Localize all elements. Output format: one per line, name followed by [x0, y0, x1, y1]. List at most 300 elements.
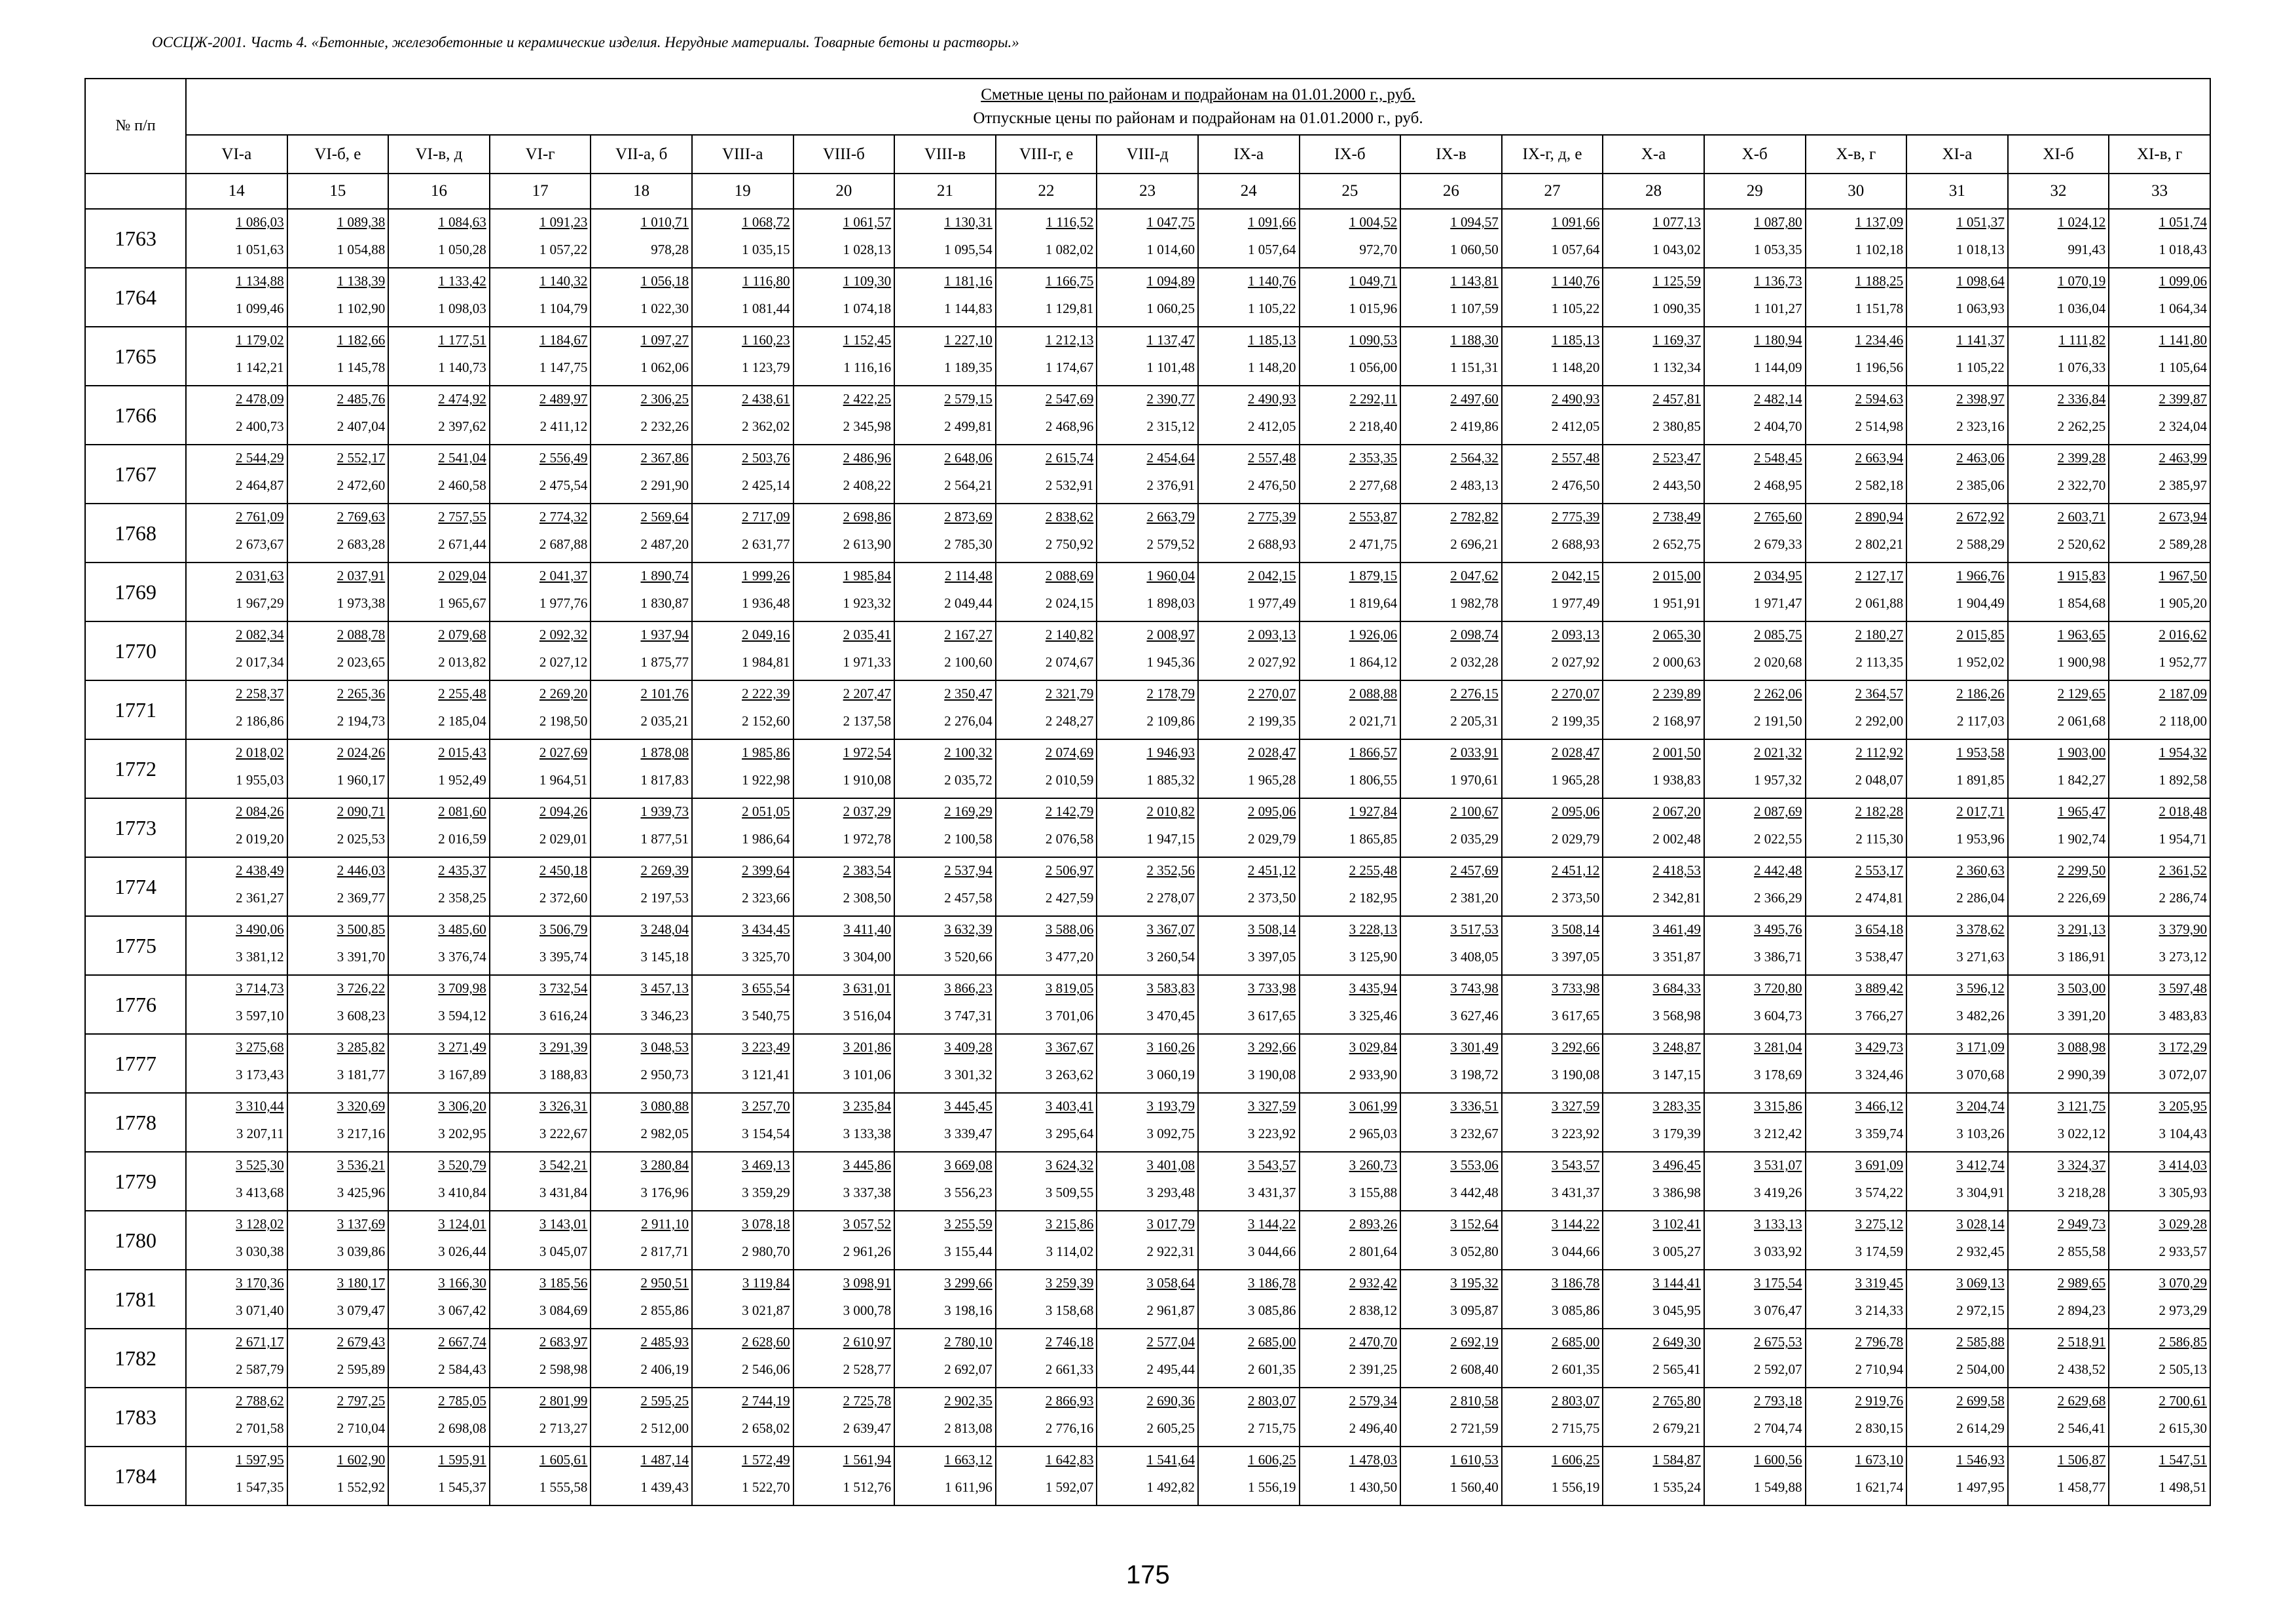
release-price: 2 474,81: [1855, 890, 1904, 906]
estimated-price: 2 569,64: [640, 509, 689, 525]
price-cell: [793, 798, 895, 857]
estimated-price: 2 679,43: [337, 1334, 386, 1350]
estimated-price: 3 121,75: [2057, 1098, 2106, 1114]
release-price: 1 905,20: [2159, 595, 2207, 611]
price-cell: [2109, 327, 2210, 386]
estimated-price: 1 137,09: [1855, 214, 1904, 230]
estimated-price: 3 743,98: [1450, 980, 1499, 996]
estimated-price: 1 960,04: [1146, 568, 1195, 583]
estimated-price: 2 553,17: [1855, 862, 1904, 878]
release-price: 3 085,86: [1551, 1302, 1600, 1318]
estimated-price: 2 725,78: [843, 1393, 892, 1409]
price-cell: [490, 739, 591, 798]
estimated-price: 1 138,39: [337, 273, 386, 289]
price-cell: [490, 1034, 591, 1093]
release-price: 2 024,15: [1045, 595, 1094, 611]
release-price: 2 592,07: [1754, 1361, 1802, 1377]
release-price: 2 696,21: [1450, 536, 1499, 552]
estimated-price: 1 487,14: [640, 1452, 689, 1467]
price-cell: [388, 327, 490, 386]
release-price: 3 617,65: [1248, 1008, 1296, 1024]
column-number: 25: [1300, 174, 1401, 209]
price-cell: [1502, 1034, 1603, 1093]
price-cell: [2109, 798, 2210, 857]
price-cell: [1603, 1447, 1704, 1505]
price-cell: [996, 504, 1097, 563]
price-cell: [287, 209, 389, 268]
price-cell: [1704, 1093, 1806, 1152]
price-cell: [894, 1093, 996, 1152]
estimated-price: 2 001,50: [1652, 745, 1701, 760]
release-price: 3 701,06: [1045, 1008, 1094, 1024]
estimated-price: 2 292,11: [1349, 391, 1398, 407]
release-price: 2 381,20: [1450, 890, 1499, 906]
price-cell: [1603, 1270, 1704, 1329]
price-cell: [1300, 975, 1401, 1034]
price-cell: [388, 1270, 490, 1329]
estimated-price: 3 655,54: [742, 980, 790, 996]
release-price: 1 900,98: [2057, 654, 2106, 670]
estimated-price: 1 946,93: [1146, 745, 1195, 760]
estimated-price: 2 548,45: [1754, 450, 1802, 466]
release-price: 2 391,25: [1349, 1361, 1398, 1377]
estimated-price: 2 142,79: [1045, 803, 1094, 819]
release-price: 3 359,29: [742, 1185, 790, 1200]
release-price: 3 381,12: [236, 949, 284, 965]
estimated-price: 2 793,18: [1754, 1393, 1802, 1409]
price-cell: [490, 563, 591, 621]
price-cell: [1300, 857, 1401, 916]
price-cell: [1502, 1270, 1603, 1329]
price-cell: [1906, 563, 2008, 621]
release-price: 2 801,64: [1349, 1244, 1398, 1259]
price-cell: [2109, 563, 2210, 621]
release-price: 2 029,79: [1551, 831, 1600, 847]
release-price: 1 095,54: [944, 242, 993, 257]
price-cell: [490, 680, 591, 739]
release-price: 1 952,77: [2159, 654, 2207, 670]
estimated-price: 3 542,21: [539, 1157, 588, 1173]
price-cell: [2008, 1152, 2109, 1211]
region-header: VIII-д: [1097, 135, 1198, 174]
release-price: 3 198,16: [944, 1302, 993, 1318]
release-price: 2 495,44: [1146, 1361, 1195, 1377]
table-caption: [186, 79, 2210, 135]
release-price: 1 545,37: [438, 1479, 486, 1495]
estimated-price: 3 201,86: [843, 1039, 892, 1055]
price-cell: [1906, 1211, 2008, 1270]
estimated-price: 2 949,73: [2057, 1216, 2106, 1232]
price-cell: [1198, 1270, 1300, 1329]
release-price: 1 984,81: [742, 654, 790, 670]
price-cell: [186, 504, 287, 563]
price-cell: [591, 445, 692, 504]
price-cell: [591, 857, 692, 916]
release-price: 1 148,20: [1248, 360, 1296, 375]
release-price: 2 673,67: [236, 536, 284, 552]
estimated-price: 2 015,43: [438, 745, 486, 760]
release-price: 2 186,86: [236, 713, 284, 729]
price-cell: [1704, 504, 1806, 563]
release-price: 2 262,25: [2057, 418, 2106, 434]
release-price: 1 098,03: [438, 301, 486, 316]
price-cell: [388, 445, 490, 504]
estimated-price: 2 699,58: [1956, 1393, 2005, 1409]
estimated-price: 2 672,92: [1956, 509, 2005, 525]
price-cell: [1300, 1034, 1401, 1093]
price-cell: [793, 1388, 895, 1447]
price-cell: [1704, 386, 1806, 445]
release-price: 1 145,78: [337, 360, 386, 375]
release-price: 2 961,26: [843, 1244, 892, 1259]
estimated-price: 1 597,95: [236, 1452, 284, 1467]
estimated-price: 2 797,25: [337, 1393, 386, 1409]
estimated-price: 2 028,47: [1248, 745, 1296, 760]
price-cell: [793, 209, 895, 268]
release-price: 2 411,12: [539, 418, 588, 434]
estimated-price: 2 398,97: [1956, 391, 2005, 407]
price-cell: [1806, 857, 1907, 916]
price-cell: [2109, 916, 2210, 975]
estimated-price: 3 029,84: [1349, 1039, 1398, 1055]
estimated-price: 2 585,88: [1956, 1334, 2005, 1350]
release-price: 3 413,68: [236, 1185, 284, 1200]
estimated-price: 3 520,79: [438, 1157, 486, 1173]
release-price: 2 286,74: [2159, 890, 2207, 906]
estimated-price: 1 663,12: [944, 1452, 993, 1467]
estimated-price: 3 057,52: [843, 1216, 892, 1232]
price-cell: [894, 1211, 996, 1270]
release-price: 1 129,81: [1045, 301, 1094, 316]
price-cell: [1097, 1093, 1198, 1152]
estimated-price: 2 079,68: [438, 627, 486, 642]
price-cell: [1198, 209, 1300, 268]
estimated-price: 1 090,53: [1349, 332, 1398, 348]
table-row: [85, 621, 2210, 680]
release-price: 1 535,24: [1652, 1479, 1701, 1495]
estimated-price: 2 167,27: [944, 627, 993, 642]
column-number: 20: [793, 174, 895, 209]
price-cell: [1502, 1152, 1603, 1211]
estimated-price: 2 775,39: [1551, 509, 1600, 525]
release-price: 2 468,96: [1045, 418, 1094, 434]
price-cell: [388, 916, 490, 975]
price-cell: [1806, 445, 1907, 504]
release-price: 1 971,47: [1754, 595, 1802, 611]
estimated-price: 3 029,28: [2159, 1216, 2207, 1232]
price-cell: [1198, 1034, 1300, 1093]
price-cell: [186, 857, 287, 916]
estimated-price: 3 315,86: [1754, 1098, 1802, 1114]
release-price: 3 044,66: [1551, 1244, 1600, 1259]
price-cell: [591, 268, 692, 327]
price-cell: [287, 268, 389, 327]
estimated-price: 2 490,93: [1551, 391, 1600, 407]
price-cell: [996, 621, 1097, 680]
table-row: [85, 1388, 2210, 1447]
estimated-price: 3 205,95: [2159, 1098, 2207, 1114]
estimated-price: 1 152,45: [843, 332, 892, 348]
row-number: 1778: [85, 1093, 186, 1152]
estimated-price: 2 775,39: [1248, 509, 1296, 525]
release-price: 972,70: [1359, 242, 1398, 257]
price-cell: [1097, 563, 1198, 621]
release-price: 2 614,29: [1956, 1420, 2005, 1436]
price-cell: [894, 680, 996, 739]
estimated-price: 2 041,37: [539, 568, 588, 583]
table-row: [85, 327, 2210, 386]
release-price: 1 081,44: [742, 301, 790, 316]
release-price: 1 458,77: [2057, 1479, 2106, 1495]
price-cell: [1400, 386, 1502, 445]
release-price: 1 947,15: [1146, 831, 1195, 847]
release-price: 1 556,19: [1551, 1479, 1600, 1495]
estimated-price: 3 257,70: [742, 1098, 790, 1114]
estimated-price: 2 470,70: [1349, 1334, 1398, 1350]
release-price: 2 679,33: [1754, 536, 1802, 552]
price-cell: [692, 386, 793, 445]
release-price: 2 972,15: [1956, 1302, 2005, 1318]
price-cell: [2109, 504, 2210, 563]
price-cell: [1906, 504, 2008, 563]
estimated-price: 2 474,92: [438, 391, 486, 407]
price-cell: [996, 327, 1097, 386]
estimated-price: 2 648,06: [944, 450, 993, 466]
price-cell: [1603, 1388, 1704, 1447]
table-row: [85, 504, 2210, 563]
release-price: 2 933,57: [2159, 1244, 2207, 1259]
release-price: 3 084,69: [539, 1302, 588, 1318]
estimated-price: 1 572,49: [742, 1452, 790, 1467]
release-price: 1 965,28: [1248, 772, 1296, 788]
price-cell: [1806, 209, 1907, 268]
release-price: 1 090,35: [1652, 301, 1701, 316]
estimated-price: 2 015,85: [1956, 627, 2005, 642]
table-row: [85, 268, 2210, 327]
release-price: 2 113,35: [1855, 654, 1904, 670]
price-cell: [1704, 1211, 1806, 1270]
release-price: 2 471,75: [1349, 536, 1398, 552]
release-price: 1 050,28: [438, 242, 486, 257]
release-price: 2 802,21: [1855, 536, 1904, 552]
price-cell: [1502, 1447, 1603, 1505]
price-cell: [1300, 680, 1401, 739]
release-price: 1 018,13: [1956, 242, 2005, 257]
estimated-price: 2 810,58: [1450, 1393, 1499, 1409]
estimated-price: 1 143,81: [1450, 273, 1499, 289]
price-cell: [1806, 1093, 1907, 1152]
release-price: 2 118,00: [2159, 713, 2207, 729]
estimated-price: 2 270,07: [1551, 686, 1600, 701]
release-price: 3 186,91: [2057, 949, 2106, 965]
price-cell: [591, 1388, 692, 1447]
release-price: 3 391,70: [337, 949, 386, 965]
price-cell: [692, 1034, 793, 1093]
price-cell: [186, 1093, 287, 1152]
estimated-price: 2 422,25: [843, 391, 892, 407]
price-cell: [793, 445, 895, 504]
price-cell: [1906, 680, 2008, 739]
price-cell: [388, 386, 490, 445]
estimated-price: 3 583,83: [1146, 980, 1195, 996]
estimated-price: 2 663,94: [1855, 450, 1904, 466]
release-price: 3 121,41: [742, 1067, 790, 1082]
estimated-price: 1 051,74: [2159, 214, 2207, 230]
release-price: 3 540,75: [742, 1008, 790, 1024]
row-number: 1763: [85, 209, 186, 268]
release-price: 2 565,41: [1652, 1361, 1701, 1377]
estimated-price: 2 114,48: [945, 568, 993, 583]
release-price: 1 043,02: [1652, 242, 1701, 257]
estimated-price: 3 285,82: [337, 1039, 386, 1055]
estimated-price: 1 642,83: [1045, 1452, 1094, 1467]
price-cell: [1603, 504, 1704, 563]
price-cell: [692, 798, 793, 857]
estimated-price: 2 140,82: [1045, 627, 1094, 642]
release-price: 3 092,75: [1146, 1126, 1195, 1141]
price-cell: [692, 1329, 793, 1388]
price-cell: [1502, 798, 1603, 857]
release-price: 3 271,63: [1956, 949, 2005, 965]
price-cell: [1502, 680, 1603, 739]
estimated-price: 2 127,17: [1855, 568, 1904, 583]
table-row: [85, 916, 2210, 975]
estimated-price: 2 628,60: [742, 1334, 790, 1350]
estimated-price: 2 649,30: [1652, 1334, 1701, 1350]
price-cell: [1806, 268, 1907, 327]
estimated-price: 1 140,32: [539, 273, 588, 289]
price-cell: [591, 1211, 692, 1270]
release-price: 2 631,77: [742, 536, 790, 552]
release-price: 2 419,86: [1450, 418, 1499, 434]
price-cell: [2109, 1093, 2210, 1152]
release-price: 3 039,86: [337, 1244, 386, 1259]
release-price: 2 652,75: [1652, 536, 1701, 552]
release-price: 2 248,27: [1045, 713, 1094, 729]
estimated-price: 2 796,78: [1855, 1334, 1904, 1350]
release-price: 2 425,14: [742, 477, 790, 493]
estimated-price: 2 258,37: [236, 686, 284, 701]
release-price: 2 894,23: [2057, 1302, 2106, 1318]
price-cell: [1502, 1211, 1603, 1270]
price-cell: [1603, 680, 1704, 739]
release-price: 3 295,64: [1045, 1126, 1094, 1141]
estimated-price: 1 185,13: [1551, 332, 1600, 348]
release-price: 3 181,77: [337, 1067, 386, 1082]
price-cell: [591, 1329, 692, 1388]
price-cell: [1806, 798, 1907, 857]
estimated-price: 1 116,52: [1046, 214, 1094, 230]
release-price: 2 487,20: [640, 536, 689, 552]
release-price: 2 973,29: [2159, 1302, 2207, 1318]
estimated-price: 2 911,10: [641, 1216, 689, 1232]
price-cell: [1097, 1034, 1198, 1093]
price-cell: [287, 386, 389, 445]
release-price: 3 263,62: [1045, 1067, 1094, 1082]
price-cell: [1198, 327, 1300, 386]
estimated-price: 2 537,94: [944, 862, 993, 878]
estimated-price: 2 577,04: [1146, 1334, 1195, 1350]
price-cell: [692, 621, 793, 680]
price-cell: [1300, 739, 1401, 798]
price-cell: [894, 798, 996, 857]
release-price: 1 105,22: [1956, 360, 2005, 375]
release-price: 2 472,60: [337, 477, 386, 493]
release-price: 1 015,96: [1349, 301, 1398, 316]
estimated-price: 3 403,41: [1045, 1098, 1094, 1114]
price-cell: [1906, 327, 2008, 386]
estimated-price: 2 321,79: [1045, 686, 1094, 701]
estimated-price: 2 081,60: [438, 803, 486, 819]
price-cell: [2109, 1270, 2210, 1329]
release-price: 3 617,65: [1551, 1008, 1600, 1024]
price-cell: [894, 386, 996, 445]
price-cell: [2008, 798, 2109, 857]
price-cell: [692, 268, 793, 327]
region-header: XI-а: [1906, 135, 2008, 174]
price-cell: [1097, 445, 1198, 504]
price-cell: [1603, 857, 1704, 916]
release-price: 1 051,63: [236, 242, 284, 257]
release-price: 2 361,27: [236, 890, 284, 906]
release-price: 2 817,71: [640, 1244, 689, 1259]
release-price: 1 054,88: [337, 242, 386, 257]
estimated-price: 3 412,74: [1956, 1157, 2005, 1173]
estimated-price: 3 525,30: [236, 1157, 284, 1173]
price-cell: [1400, 1093, 1502, 1152]
row-number: 1783: [85, 1388, 186, 1447]
release-price: 991,43: [2068, 242, 2106, 257]
price-cell: [793, 1152, 895, 1211]
estimated-price: 2 015,00: [1652, 568, 1701, 583]
release-price: 2 115,30: [1855, 831, 1904, 847]
estimated-price: 2 671,17: [236, 1334, 284, 1350]
release-price: 2 291,90: [640, 477, 689, 493]
estimated-price: 3 260,73: [1349, 1157, 1398, 1173]
price-cell: [388, 621, 490, 680]
release-price: 2 232,26: [640, 418, 689, 434]
price-cell: [1300, 1093, 1401, 1152]
price-cell: [490, 1152, 591, 1211]
estimated-price: 3 185,56: [539, 1275, 588, 1291]
release-price: 1 936,48: [742, 595, 790, 611]
price-cell: [287, 1447, 389, 1505]
release-price: 3 198,72: [1450, 1067, 1499, 1082]
price-cell: [692, 1270, 793, 1329]
price-cell: [1198, 445, 1300, 504]
price-cell: [2109, 1447, 2210, 1505]
estimated-price: 3 144,22: [1551, 1216, 1600, 1232]
estimated-price: 2 034,95: [1754, 568, 1802, 583]
release-price: 1 102,90: [337, 301, 386, 316]
release-price: 1 964,51: [539, 772, 588, 788]
price-cell: [1300, 209, 1401, 268]
release-price: 2 546,41: [2057, 1420, 2106, 1436]
release-price: 2 076,58: [1045, 831, 1094, 847]
price-cell: [1603, 975, 1704, 1034]
price-cell: [1400, 1211, 1502, 1270]
estimated-price: 2 774,32: [539, 509, 588, 525]
release-price: 2 460,58: [438, 477, 486, 493]
region-header: IX-а: [1198, 135, 1300, 174]
release-price: 1 970,61: [1450, 772, 1499, 788]
price-cell: [793, 916, 895, 975]
estimated-price: 3 733,98: [1551, 980, 1600, 996]
release-price: 2 688,93: [1551, 536, 1600, 552]
release-price: 3 337,38: [843, 1185, 892, 1200]
price-cell: [186, 1447, 287, 1505]
release-price: 2 584,43: [438, 1361, 486, 1377]
